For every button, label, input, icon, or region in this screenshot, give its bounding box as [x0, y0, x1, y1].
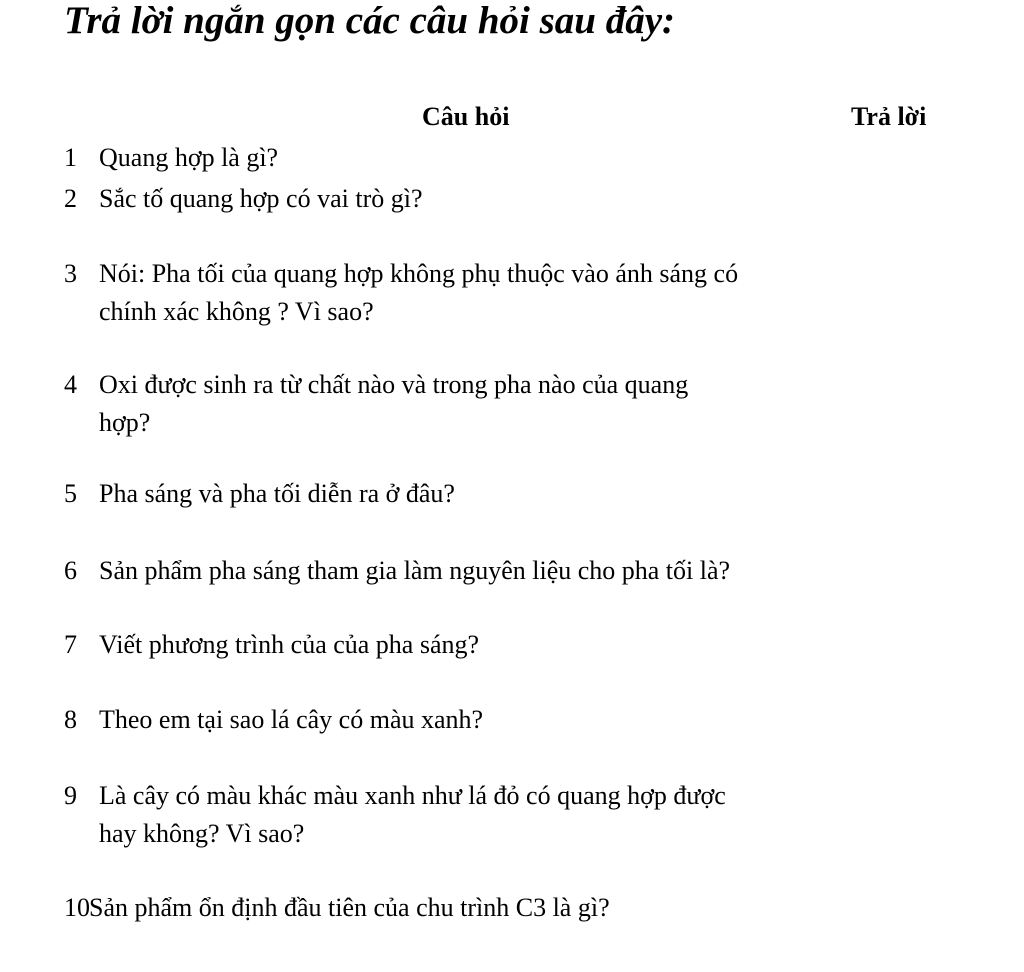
column-header-question: Câu hỏi — [422, 102, 510, 131]
question-number: 7 — [64, 630, 77, 659]
column-header-answer: Trả lời — [851, 102, 927, 131]
question-text: Là cây có màu khác màu xanh như lá đỏ có quang hợp được hay không? Vì sao? — [99, 781, 726, 848]
question-number: 5 — [64, 479, 77, 508]
question-number: 2 — [64, 184, 77, 213]
question-text: Sản phẩm ổn định đầu tiên của chu trình C3 là gì? — [89, 893, 610, 922]
question-number: 1 — [64, 143, 77, 172]
question-number: 3 — [64, 259, 77, 288]
question-number: 8 — [64, 705, 77, 734]
question-text: Viết phương trình của của pha sáng? — [99, 630, 480, 659]
page-title: Trả lời ngắn gọn các câu hỏi sau đây: — [64, 0, 676, 42]
question-number: 9 — [64, 781, 77, 810]
question-number: 6 — [64, 556, 77, 585]
question-number: 10 — [64, 893, 90, 922]
question-text: Pha sáng và pha tối diễn ra ở đâu? — [99, 479, 455, 508]
question-text: Theo em tại sao lá cây có màu xanh? — [99, 705, 484, 734]
question-text: Nói: Pha tối của quang hợp không phụ thuộc vào ánh sáng có chính xác không ? Vì sao? — [99, 259, 739, 326]
question-text: Sản phẩm pha sáng tham gia làm nguyên liệu cho pha tối là? — [99, 556, 731, 585]
question-number: 4 — [64, 370, 77, 399]
question-text: Oxi được sinh ra từ chất nào và trong pha nào của quang hợp? — [99, 370, 689, 437]
question-text: Quang hợp là gì? — [99, 143, 279, 172]
question-text: Sắc tố quang hợp có vai trò gì? — [99, 184, 423, 213]
